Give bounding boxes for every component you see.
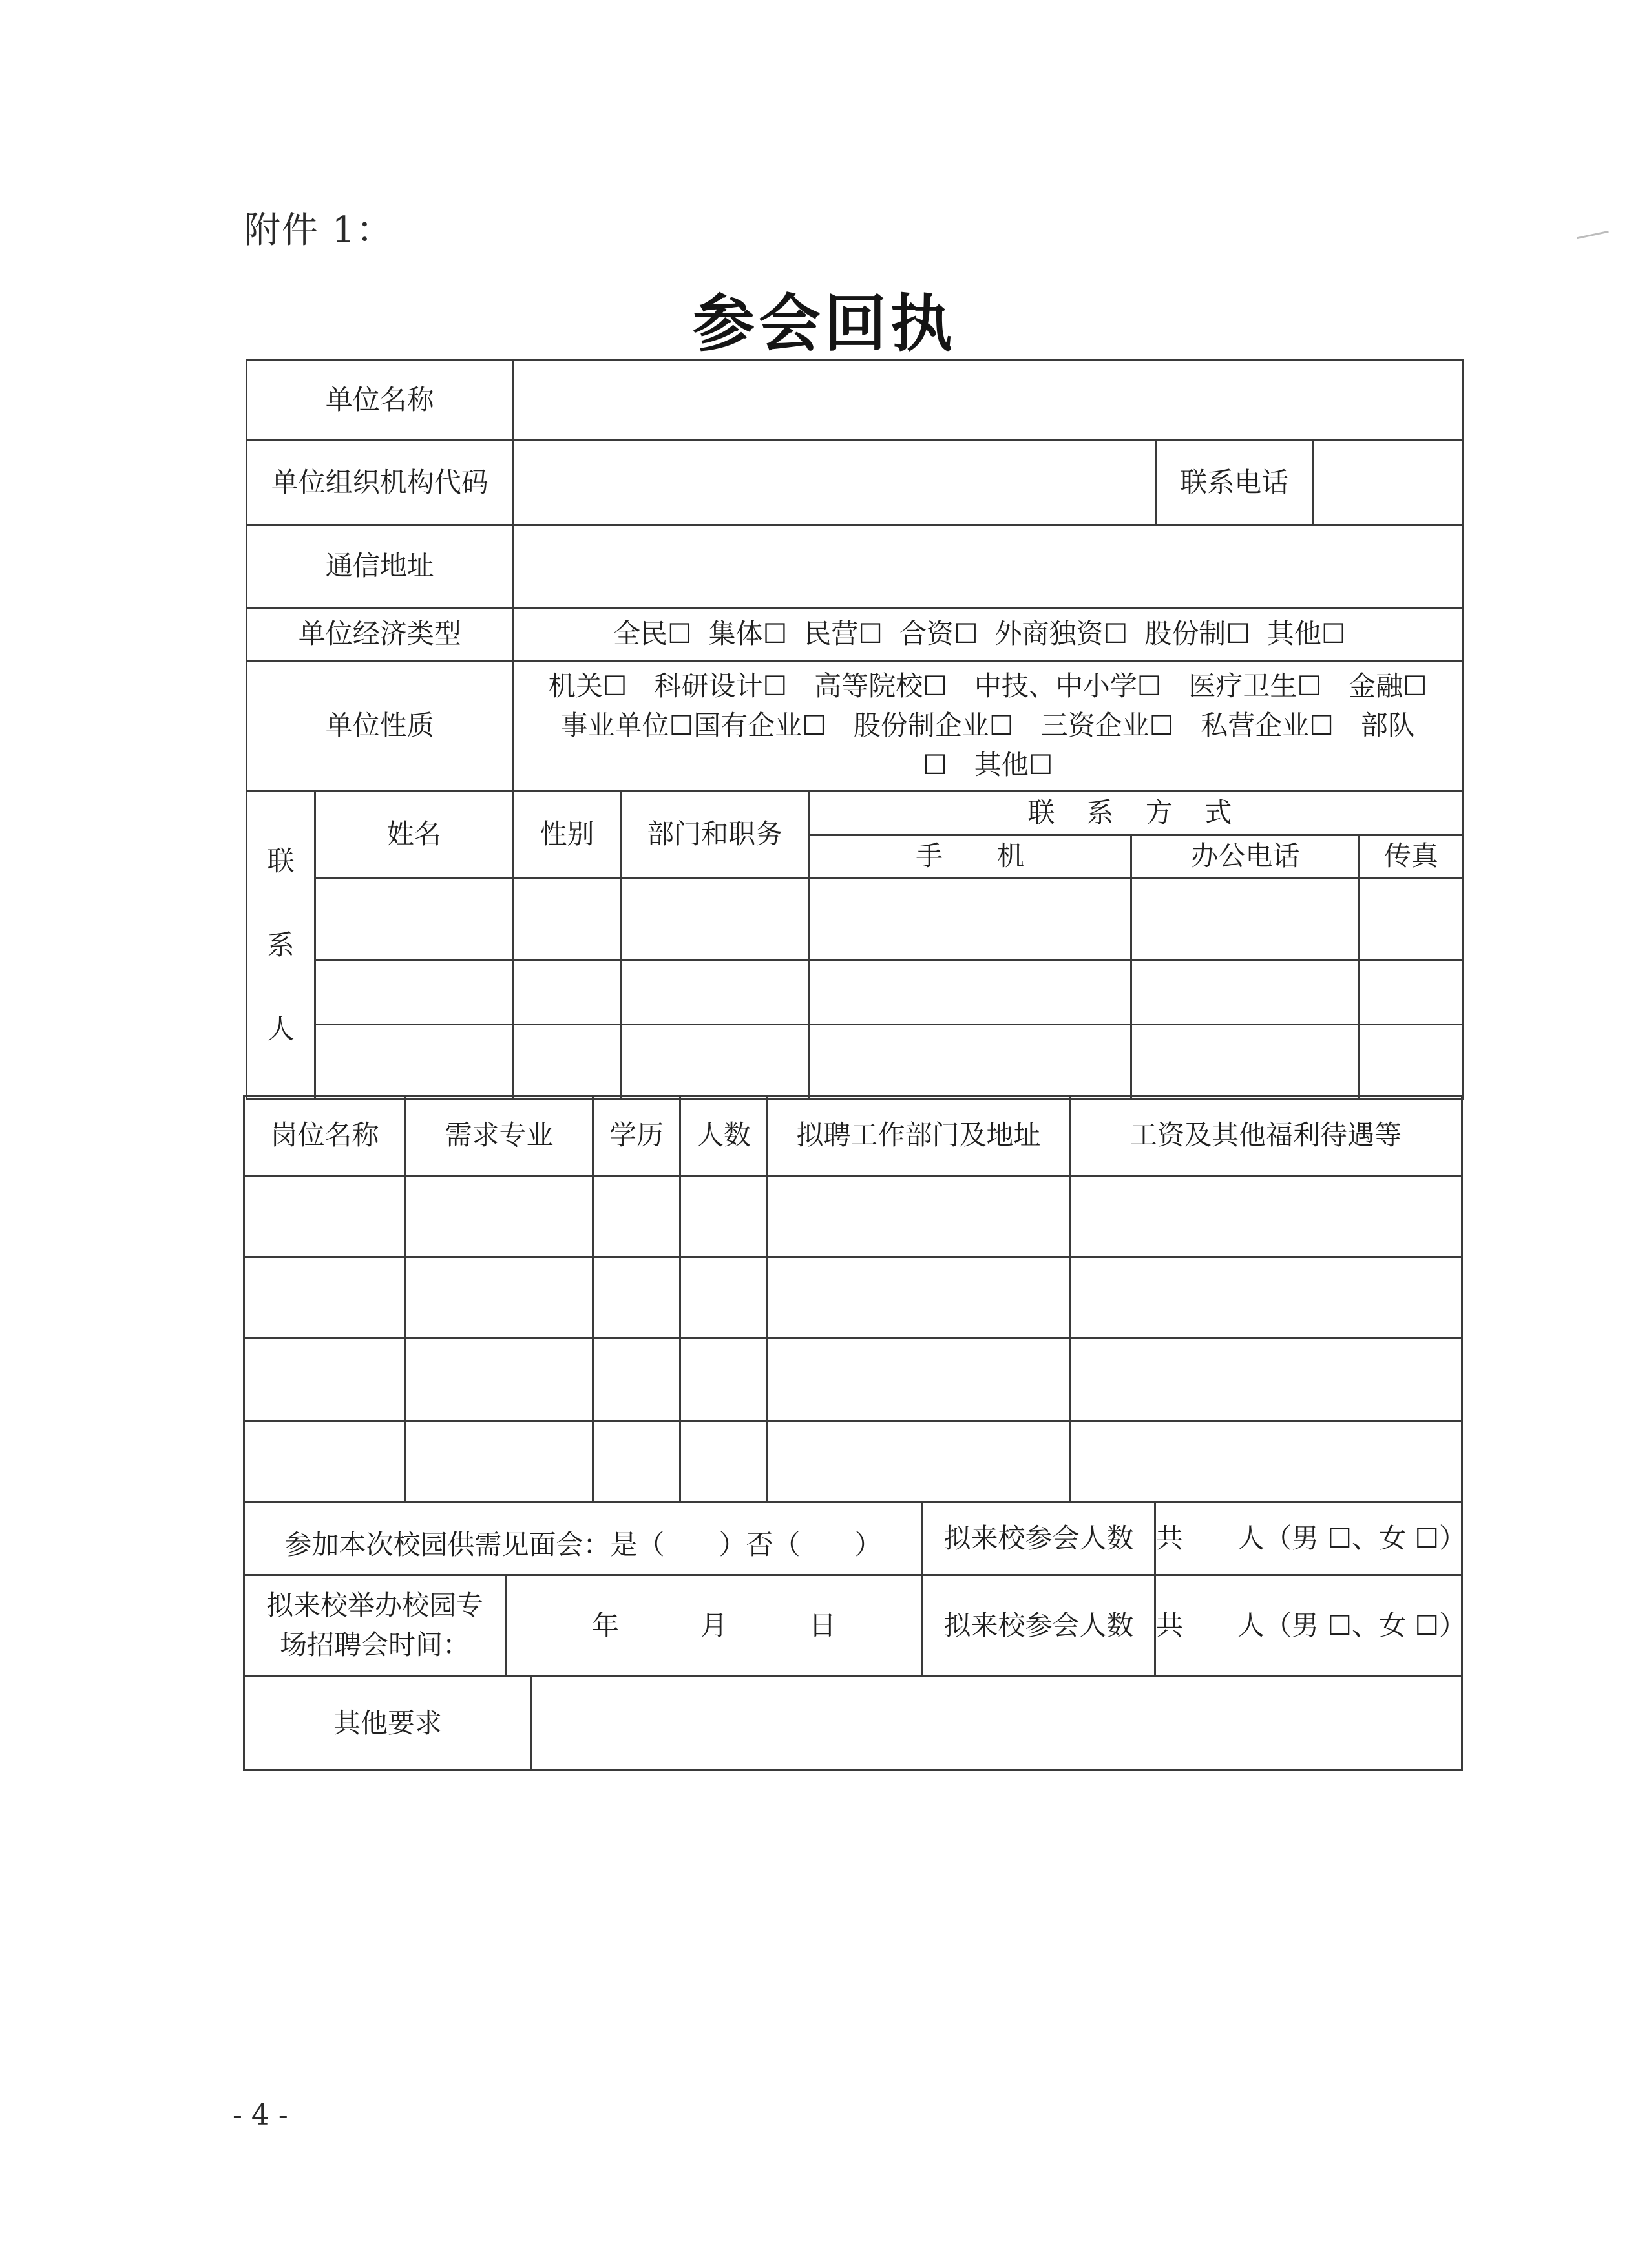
nature-line[interactable]: 事业单位☐国有企业☐ 股份制企业☐ 三资企业☐ 私营企业☐ 部队	[560, 709, 1415, 742]
contact-gender-cell[interactable]	[513, 878, 621, 960]
col-contact-method: 联 系 方 式	[808, 792, 1462, 835]
attendees-field[interactable]: 共 人（男 ☐、女 ☐）	[1155, 1575, 1462, 1677]
degree-cell[interactable]	[593, 1257, 680, 1338]
position-row	[244, 1338, 1462, 1421]
post-cell[interactable]	[244, 1176, 406, 1257]
other-requirements-label: 其他要求	[244, 1677, 532, 1770]
contact-name-cell[interactable]	[315, 960, 513, 1025]
attendance-table	[243, 1501, 1467, 1771]
scan-mark	[1577, 231, 1609, 239]
dept-address-cell[interactable]	[768, 1176, 1070, 1257]
unit-info-table	[246, 359, 1464, 1100]
side-char: 联	[267, 845, 295, 877]
econ-type-label: 单位经济类型	[247, 608, 514, 661]
post-cell[interactable]	[244, 1257, 406, 1338]
attendees-field[interactable]: 共 人（男 ☐、女 ☐）	[1155, 1502, 1462, 1575]
side-char: 系	[267, 929, 295, 961]
nature-label: 单位性质	[247, 661, 514, 792]
contact-office-cell[interactable]	[1131, 960, 1360, 1025]
contact-dept-cell[interactable]	[621, 960, 808, 1025]
col-major: 需求专业	[406, 1096, 593, 1176]
salary-cell[interactable]	[1070, 1176, 1462, 1257]
col-fax: 传真	[1360, 835, 1463, 878]
dept-address-cell[interactable]	[768, 1257, 1070, 1338]
phone-label: 联系电话	[1155, 441, 1314, 525]
contact-name-cell[interactable]	[315, 878, 513, 960]
special-fair-date[interactable]: 年 月 日	[506, 1575, 923, 1677]
col-mobile: 手 机	[808, 835, 1131, 878]
contact-fax-cell[interactable]	[1360, 960, 1463, 1025]
major-cell[interactable]	[406, 1257, 593, 1338]
degree-cell[interactable]	[593, 1421, 680, 1502]
econ-option[interactable]: 其他☐	[1266, 618, 1346, 650]
unit-name-label: 单位名称	[247, 360, 514, 441]
degree-cell[interactable]	[593, 1338, 680, 1421]
col-name: 姓名	[315, 792, 513, 878]
col-post: 岗位名称	[244, 1096, 406, 1176]
col-office-phone: 办公电话	[1131, 835, 1360, 878]
col-salary: 工资及其他福利待遇等	[1070, 1096, 1462, 1176]
org-code-label: 单位组织机构代码	[247, 441, 514, 525]
contacts-side-label	[247, 792, 315, 1099]
econ-option[interactable]: 外商独资☐	[994, 618, 1128, 650]
contact-fax-cell[interactable]	[1360, 878, 1463, 960]
contact-row	[247, 960, 1463, 1025]
degree-cell[interactable]	[593, 1176, 680, 1257]
other-requirements-field[interactable]	[532, 1677, 1462, 1770]
count-cell[interactable]	[680, 1421, 768, 1502]
contact-gender-cell[interactable]	[513, 960, 621, 1025]
nature-line[interactable]: ☐ 其他☐	[923, 748, 1053, 781]
major-cell[interactable]	[406, 1176, 593, 1257]
contact-dept-cell[interactable]	[621, 878, 808, 960]
position-row	[244, 1176, 1462, 1257]
econ-type-options[interactable]	[513, 608, 1462, 661]
count-cell[interactable]	[680, 1176, 768, 1257]
address-label: 通信地址	[247, 525, 514, 608]
nature-line[interactable]: 机关☐ 科研设计☐ 高等院校☐ 中技、中小学☐ 医疗卫生☐ 金融☐	[548, 670, 1427, 702]
side-char: 人	[267, 1013, 295, 1045]
form-title: 参会回执	[693, 287, 956, 360]
col-dept: 部门和职务	[621, 792, 808, 878]
post-cell[interactable]	[244, 1421, 406, 1502]
contact-gender-cell[interactable]	[513, 1025, 621, 1099]
econ-option[interactable]: 股份制☐	[1144, 618, 1250, 650]
nature-options[interactable]	[513, 661, 1462, 792]
position-row	[244, 1421, 1462, 1502]
special-fair-label: 拟来校举办校园专场招聘会时间：	[244, 1575, 506, 1677]
fair-participation[interactable]: 参加本次校园供需见面会：是（ ）否（ ）	[244, 1502, 923, 1575]
phone-field[interactable]	[1314, 441, 1463, 525]
salary-cell[interactable]	[1070, 1421, 1462, 1502]
econ-option[interactable]: 全民☐	[613, 618, 692, 650]
econ-option[interactable]: 民营☐	[804, 618, 883, 650]
contact-fax-cell[interactable]	[1360, 1025, 1463, 1099]
address-field[interactable]	[513, 525, 1462, 608]
contact-mobile-cell[interactable]	[808, 878, 1131, 960]
salary-cell[interactable]	[1070, 1338, 1462, 1421]
position-row	[244, 1257, 1462, 1338]
major-cell[interactable]	[406, 1338, 593, 1421]
contact-name-cell[interactable]	[315, 1025, 513, 1099]
major-cell[interactable]	[406, 1421, 593, 1502]
org-code-field[interactable]	[513, 441, 1155, 525]
col-dept-address: 拟聘工作部门及地址	[768, 1096, 1070, 1176]
unit-name-field[interactable]	[513, 360, 1462, 441]
attendees-label: 拟来校参会人数	[923, 1575, 1155, 1677]
contact-mobile-cell[interactable]	[808, 1025, 1131, 1099]
post-cell[interactable]	[244, 1338, 406, 1421]
contact-office-cell[interactable]	[1131, 878, 1360, 960]
col-degree: 学历	[593, 1096, 680, 1176]
page-number: - 4 -	[233, 2099, 288, 2132]
econ-option[interactable]: 集体☐	[708, 618, 788, 650]
col-gender: 性别	[513, 792, 621, 878]
dept-address-cell[interactable]	[768, 1421, 1070, 1502]
attachment-label: 附件 1：	[244, 209, 394, 251]
salary-cell[interactable]	[1070, 1257, 1462, 1338]
contact-dept-cell[interactable]	[621, 1025, 808, 1099]
contact-office-cell[interactable]	[1131, 1025, 1360, 1099]
attendees-label: 拟来校参会人数	[923, 1502, 1155, 1575]
econ-option[interactable]: 合资☐	[899, 618, 978, 650]
count-cell[interactable]	[680, 1338, 768, 1421]
contact-row	[247, 1025, 1463, 1099]
col-count: 人数	[680, 1096, 768, 1176]
count-cell[interactable]	[680, 1257, 768, 1338]
positions-table	[243, 1095, 1463, 1503]
contact-row	[247, 878, 1463, 960]
dept-address-cell[interactable]	[768, 1338, 1070, 1421]
contact-mobile-cell[interactable]	[808, 960, 1131, 1025]
